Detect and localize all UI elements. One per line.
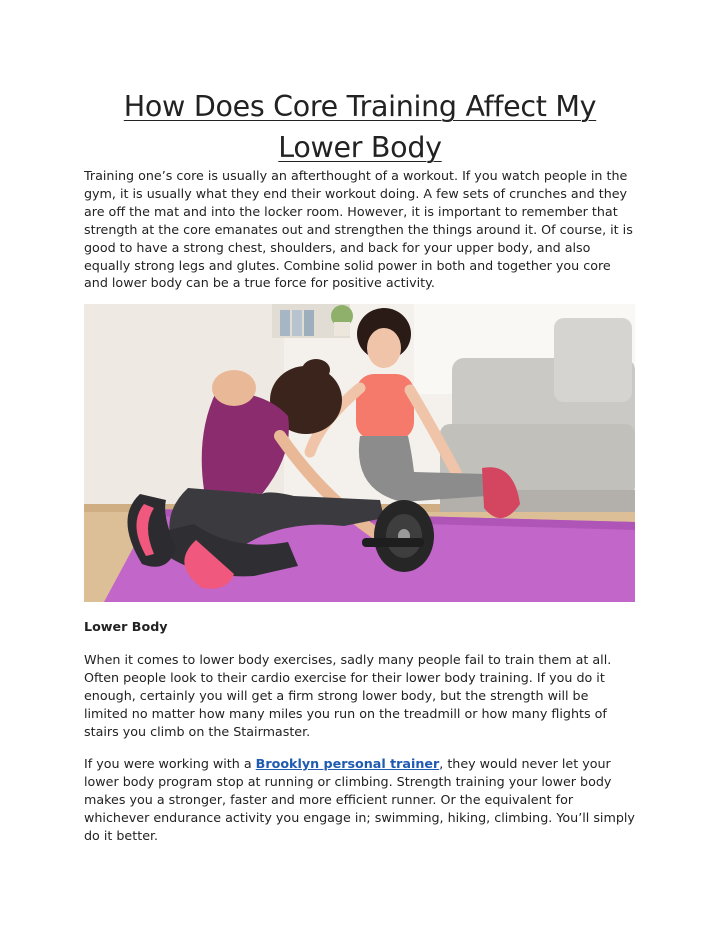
binder: [304, 310, 314, 336]
section-heading-lower-body: Lower Body: [84, 619, 168, 634]
intro-paragraph: Training one’s core is usually an afterthought of a workout. If you watch people in the gym, it is usually what they end their workout doing. A few sets of crunches and they are off the mat and into the locker room. However, it is important to remember that strength at the core emanates out and strengthen the things around it. Of course, it is good to have a strong chest, shoulders, and back for your upper body, and also equally strong legs and glutes. Combine solid power in both and together you core and lower body can be a true force for positive activity.: [84, 168, 633, 291]
core-training-photo: [84, 304, 635, 602]
plant-pot: [334, 322, 350, 336]
binder: [280, 310, 290, 336]
athlete-shoulder: [212, 370, 256, 406]
sofa-cushion: [554, 318, 632, 402]
athlete-bun: [302, 359, 330, 381]
coach-face: [367, 328, 401, 368]
coach-top: [356, 374, 414, 440]
personal-trainer-paragraph: [84, 755, 636, 845]
lower-body-paragraph: When it comes to lower body exercises, sadly many people fail to train them at all. Often people look to their cardio exercise for their lower body training. If you do it enough, certainly you will get a firm strong lower body, but the strength will be limited no matter how many miles you run on the treadmill or how many flights of stairs you climb on the Stairmaster.: [84, 652, 612, 739]
brooklyn-personal-trainer-link[interactable]: Brooklyn personal trainer: [255, 756, 440, 771]
binder: [292, 310, 302, 336]
page-title: How Does Core Training Affect My Lower Body: [123, 90, 597, 164]
paragraph-text-after-link: , they would never let your lower body program stop at running or climbing. Strength training your lower body makes you a stronger, faster and more efficient runner. Or the equivalent for whichever endurance activity you engage in; swimming, hiking, climbing. You’ll simply do it better.: [84, 756, 635, 843]
paragraph-text-before-link: If you were working with a: [84, 756, 256, 771]
ab-roller-handle: [362, 538, 424, 547]
